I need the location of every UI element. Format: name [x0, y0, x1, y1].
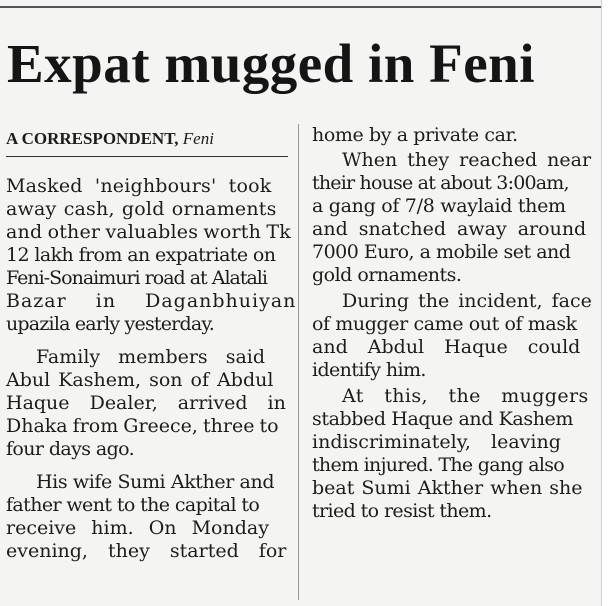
paragraph [6, 175, 297, 336]
text-line: evening, they started for [6, 540, 287, 562]
paragraph [6, 471, 288, 563]
column-divider [298, 124, 299, 600]
byline-author: A CORRESPONDENT, [6, 129, 179, 148]
text-line: Abul Kashem, son of Abdul [6, 369, 274, 391]
text-line: During the incident, face [342, 290, 592, 312]
text-line: Feni-Sonaimuri road at Alatali [6, 267, 267, 289]
text-line: away cash, gold ornaments [6, 198, 277, 220]
text-line: When they reached near [342, 149, 592, 171]
paragraph [312, 149, 596, 287]
text-line: At this, the muggers [342, 385, 589, 407]
text-line: tried to resist them. [312, 500, 492, 522]
text-line: gold ornaments. [312, 264, 462, 286]
text-line: 12 lakh from an expatriate on [6, 244, 276, 266]
text-line: receive him. On Monday [6, 517, 269, 539]
text-line: a gang of 7/8 waylaid them [312, 195, 566, 217]
text-line: and other valuables worth Tk [6, 221, 291, 243]
page-edge [601, 0, 610, 606]
text-line: father went to the capital to [6, 494, 260, 516]
text-line: their house at about 3:00am, [312, 172, 569, 194]
text-line: four days ago. [6, 438, 135, 460]
paragraph [312, 124, 596, 147]
text-line: and Abdul Haque could [312, 336, 581, 358]
top-rule [0, 6, 610, 8]
text-line: and snatched away around [312, 218, 587, 240]
right-column [312, 124, 596, 523]
byline [6, 124, 288, 157]
text-line: Dhaka from Greece, three to [6, 415, 279, 437]
text-line: Masked 'neighbours' took [6, 175, 272, 197]
text-line: Family members said [36, 346, 266, 368]
paragraph [312, 385, 596, 523]
text-line: indiscriminately, leaving [312, 431, 561, 453]
text-line: home by a private car. [312, 124, 518, 146]
text-line: Haque Dealer, arrived in [6, 392, 286, 414]
headline: Expat mugged in Feni [7, 33, 535, 94]
paragraph [6, 346, 288, 461]
text-line: beat Sumi Akther when she [312, 477, 583, 499]
text-line: stabbed Haque and Kashem [312, 408, 574, 430]
text-line: Bazar in Daganbhuiyan [6, 290, 297, 312]
text-line: His wife Sumi Akther and [36, 471, 275, 493]
text-line: of mugger came out of mask [312, 313, 577, 335]
text-line: 7000 Euro, a mobile set and [312, 241, 571, 263]
text-line: upazila early yesterday. [6, 313, 214, 335]
text-line: them injured. The gang also [312, 454, 564, 476]
byline-place: Feni [182, 129, 214, 148]
left-column [6, 124, 297, 563]
text-line: identify him. [312, 359, 426, 381]
paragraph [312, 290, 596, 382]
